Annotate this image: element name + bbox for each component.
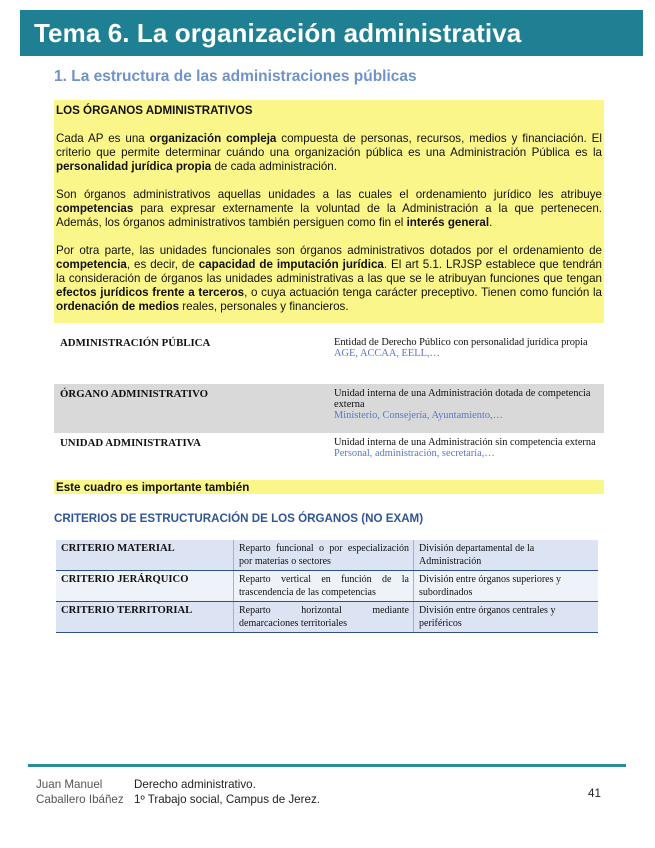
text-run: de cada administración. — [211, 160, 337, 173]
emphasis-text: personalidad jurídica propia — [56, 160, 212, 173]
important-note: Este cuadro es importante también — [54, 480, 604, 494]
footer-course — [134, 777, 320, 807]
emphasis-text: capacidad de imputación jurídica — [198, 258, 384, 271]
emphasis-text: competencias — [56, 202, 134, 215]
course-name: Derecho administrativo. — [134, 778, 256, 791]
section-title: 1. La estructura de las administraciones públicas — [54, 68, 417, 85]
table-row — [56, 571, 598, 602]
definition-cell — [330, 333, 604, 384]
emphasis-text: ordenación de medios — [56, 300, 180, 313]
definition-text: Unidad interna de una Administración dotada de competencia externa — [334, 388, 591, 410]
paragraph-1 — [56, 132, 602, 174]
term-cell: ÓRGANO ADMINISTRATIVO — [54, 384, 330, 433]
criteria-table — [56, 540, 598, 633]
emphasis-text: organización compleja — [149, 132, 277, 145]
footer-author: Juan Manuel Caballero Ibáñez — [36, 778, 124, 806]
criterion-name: CRITERIO TERRITORIAL — [56, 602, 234, 633]
admin-definitions-table — [54, 333, 604, 482]
criterion-description: Reparto horizontal mediante demarcaciones territoriales — [234, 602, 414, 633]
text-run: , es decir, de — [126, 258, 199, 271]
emphasis-text: efectos jurídicos frente a terceros — [56, 286, 245, 299]
table-row — [54, 384, 604, 433]
paragraph-3 — [56, 244, 602, 314]
table-row — [54, 433, 604, 482]
criterion-description: Reparto vertical en función de la trascendencia de las competencias — [234, 571, 414, 602]
term-cell: ADMINISTRACIÓN PÚBLICA — [60, 337, 211, 349]
criterion-name: CRITERIO JERÁRQUICO — [56, 571, 234, 602]
table-row — [56, 602, 598, 633]
page-number: 41 — [588, 787, 601, 800]
term-cell: UNIDAD ADMINISTRATIVA — [60, 437, 201, 449]
course-details: 1º Trabajo social, Campus de Jerez. — [134, 793, 320, 806]
criterion-result: División entre órganos centrales y periféricos — [414, 602, 599, 633]
highlighted-text-block — [54, 100, 604, 323]
criterion-description: Reparto funcional o por especialización por materias o sectores — [234, 540, 414, 571]
text-run: reales, personales y financieros. — [179, 300, 349, 313]
text-run: Son órganos administrativos aquellas unidades a las cuales el ordenamiento jurídico les atribuye — [56, 188, 602, 201]
text-run: . — [489, 216, 493, 229]
definition-cell — [330, 384, 604, 433]
text-run: . El art 5.1. LRJSP establece que tendrán la consideración de órganos las unidades administrativas a las que se le atribuyan funciones que tengan — [56, 258, 602, 285]
text-run: para expresar externamente la voluntad de la Administración a la que pertenecen. Además, los órganos administrativos también persiguen como fin el — [56, 202, 602, 229]
criterion-result: División departamental de la Administración — [414, 540, 599, 571]
emphasis-text: interés general — [406, 216, 490, 229]
text-run: compuesta de personas, recursos, medios y financiación. El criterio que permite determinar cuándo una organización pública es una Administración Pública es la — [56, 132, 602, 159]
text-run: Por otra parte, las unidades funcionales son órganos administrativos dotados por el ordenamiento de — [56, 244, 602, 257]
emphasis-text: competencia — [56, 258, 127, 271]
examples-text: AGE, ACCAA, EELL,… — [334, 348, 440, 359]
criterion-result: División entre órganos superiores y subordinados — [414, 571, 599, 602]
footer-divider — [28, 764, 626, 767]
definition-text: Unidad interna de una Administración sin competencia externa — [334, 437, 596, 448]
examples-text: Ministerio, Consejería, Ayuntamiento,… — [334, 410, 504, 421]
criterion-name: CRITERIO MATERIAL — [56, 540, 234, 571]
paragraph-2 — [56, 188, 602, 230]
page-title: Tema 6. La organización administrativa — [20, 10, 643, 56]
block-heading: LOS ÓRGANOS ADMINISTRATIVOS — [56, 104, 253, 117]
examples-text: Personal, administración, secretaría,… — [334, 448, 495, 459]
text-run: Cada AP es una — [56, 132, 150, 145]
table-row — [56, 540, 598, 571]
text-run: , o cuya actuación tenga carácter preceptivo. Tienen como función la — [244, 286, 602, 299]
table-row — [54, 333, 604, 384]
definition-text: Entidad de Derecho Público con personalidad jurídica propia — [334, 337, 588, 348]
definition-cell — [330, 433, 604, 482]
criteria-title: CRITERIOS DE ESTRUCTURACIÓN DE LOS ÓRGANOS (NO EXAM) — [54, 512, 424, 525]
